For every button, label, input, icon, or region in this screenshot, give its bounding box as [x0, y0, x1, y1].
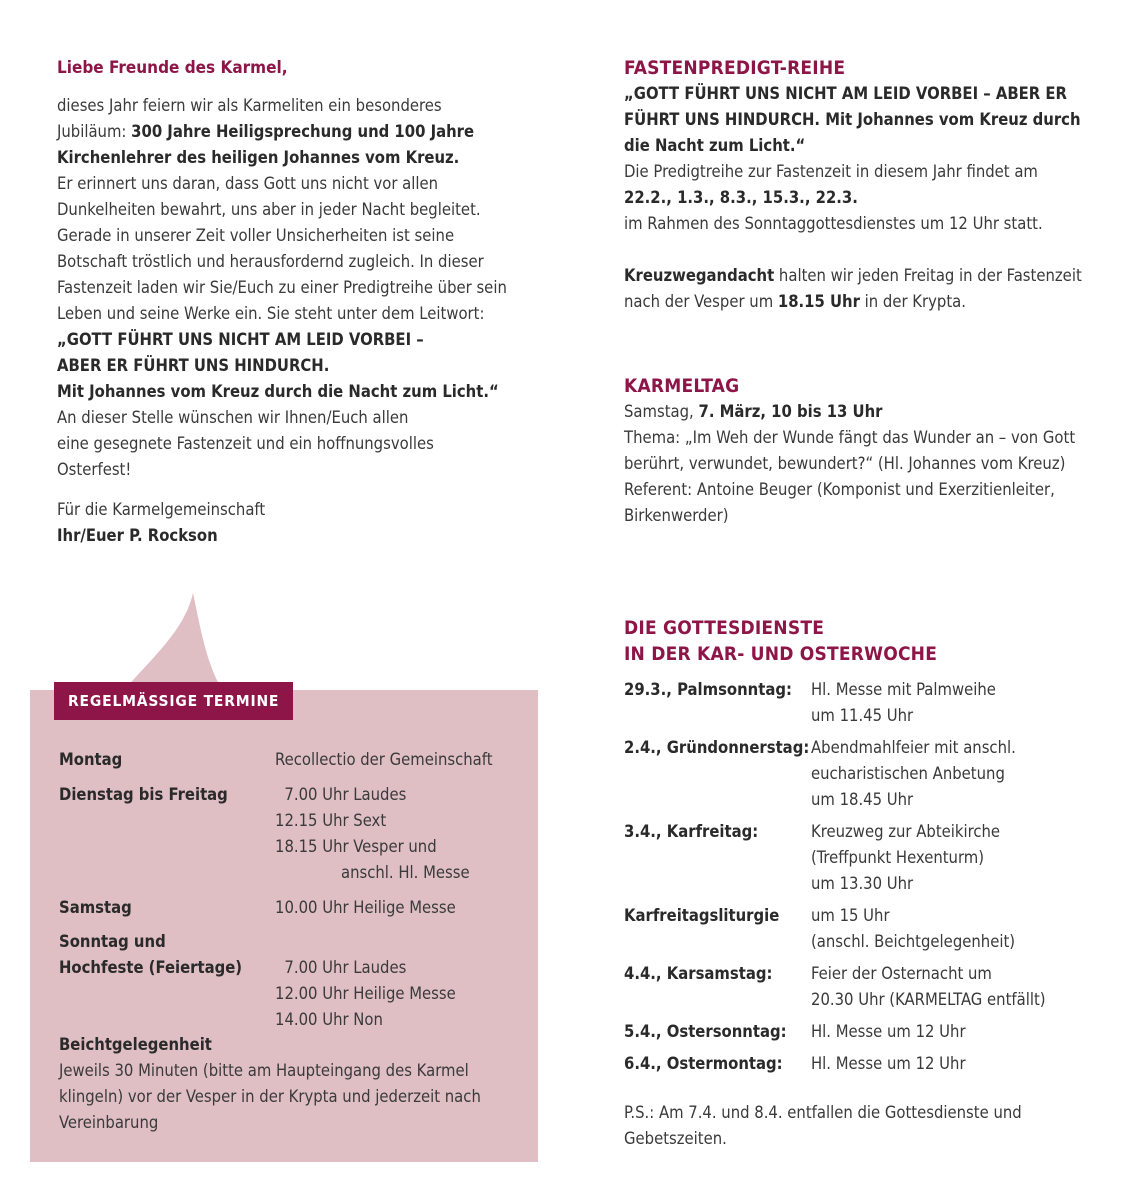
service-desc-line: um 11.45 Uhr	[811, 706, 914, 725]
schedule-time: 7.00 Uhr Laudes	[275, 785, 407, 804]
service-desc	[811, 903, 1084, 955]
letter-closing-1: An dieser Stelle wünschen wir Ihnen/Euch allen	[57, 408, 409, 427]
service-desc-line: um 18.45 Uhr	[811, 790, 914, 809]
service-desc-line: (Treffpunkt Hexenturm)	[811, 848, 985, 867]
lenten-sermon-context: im Rahmen des Sonntaggottesdienstes um 12 Uhr statt.	[624, 214, 1043, 233]
schedule-time: anschl. Hl. Messe	[275, 863, 470, 882]
schedule-time: 10.00 Uhr Heilige Messe	[275, 898, 456, 917]
schedule-day: Samstag	[59, 898, 132, 917]
letter-body: Er erinnert uns daran, dass Gott uns nicht vor allen Dunkelheiten bewahrt, uns aber in jeder Nacht begleitet. Gerade in unserer Zeit voller Unsicherheiten ist seine Botschaft tröstlich und herausfordernd zugleich. In dieser Fastenzeit laden wir Sie/Euch zu einer Predigtreihe über sein Leben und seine Werke ein. Sie steht unter dem Leitwort:	[57, 174, 507, 323]
service-row	[624, 819, 1084, 897]
confession-title: Beichtgelegenheit	[59, 1035, 212, 1054]
service-desc-line: Hl. Messe um 12 Uhr	[811, 1022, 966, 1041]
service-desc-line: eucharistischen Anbetung	[811, 764, 1005, 783]
stations-text: halten wir jeden Freitag in der Fastenzeit nach der Vesper um	[624, 266, 1082, 311]
confession-info	[59, 1032, 519, 1136]
regular-dates-label: REGELMÄSSIGE TERMINE	[54, 682, 293, 720]
service-day: 5.4., Ostersonntag:	[624, 1022, 787, 1041]
letter-jubilee: 300 Jahre Heiligsprechung und 100 Jahre Kirchenlehrer des heiligen Johannes vom Kreuz.	[57, 122, 475, 167]
lenten-sermon-motto: „GOTT FÜHRT UNS NICHT AM LEID VORBEI – ABER ER FÜHRT UNS HINDURCH. Mit Johannes vom Kreuz durch die Nacht zum Licht.“	[624, 84, 1081, 155]
letter-intro: dieses Jahr feiern wir als Karmeliten ein besonderes Jubiläum:	[57, 96, 442, 141]
letter-closing-2: eine gesegnete Fastenzeit und ein hoffnungsvolles Osterfest!	[57, 434, 434, 479]
services-heading-2: IN DER KAR- UND OSTERWOCHE	[624, 643, 938, 665]
schedule-times	[275, 895, 535, 921]
schedule-day: Montag	[59, 750, 123, 769]
lenten-sermon-section	[624, 55, 1084, 315]
service-desc-line: (anschl. Beichtgelegenheit)	[811, 932, 1016, 951]
karmeltag-heading: KARMELTAG	[624, 375, 740, 397]
service-row	[624, 903, 1084, 955]
lenten-sermon-dates: 22.2., 1.3., 8.3., 15.3., 22.3.	[624, 188, 858, 207]
karmeltag-theme: Thema: „Im Weh der Wunde fängt das Wunder an – von Gott berührt, verwundet, bewundert?“ (Hl. Johannes vom Kreuz)	[624, 428, 1076, 473]
holy-week-schedule	[624, 677, 1084, 1077]
service-desc-line: Hl. Messe mit Palmweihe	[811, 680, 996, 699]
service-row	[624, 1051, 1084, 1077]
service-desc	[811, 961, 1084, 1013]
karmeltag-date	[624, 399, 1084, 425]
service-desc-line: um 13.30 Uhr	[811, 874, 914, 893]
service-row	[624, 735, 1084, 813]
schedule-time: Recollectio der Gemeinschaft	[275, 750, 493, 769]
service-desc	[811, 1019, 1084, 1045]
letter-motto-2: ABER ER FÜHRT UNS HINDURCH.	[57, 356, 330, 375]
service-desc	[811, 1051, 1084, 1077]
letter-motto-1: „GOTT FÜHRT UNS NICHT AM LEID VORBEI –	[57, 330, 424, 349]
stations-place: in der Krypta.	[859, 292, 966, 311]
schedule-times	[275, 782, 535, 886]
schedule-day: Hochfeste (Feiertage)	[59, 958, 243, 977]
service-desc-line: 20.30 Uhr (KARMELTAG entfällt)	[811, 990, 1046, 1009]
service-desc-line: Abendmahlfeier mit anschl.	[811, 738, 1016, 757]
karmeltag-speaker: Referent: Antoine Beuger (Komponist und Exerzitienleiter, Birkenwerder)	[624, 480, 1055, 525]
letter-greeting: Liebe Freunde des Karmel,	[57, 58, 288, 78]
stations-of-cross	[624, 263, 1084, 315]
karmeltag-date-prefix: Samstag,	[624, 402, 699, 421]
services-heading-block	[624, 615, 1084, 667]
service-row	[624, 1019, 1084, 1045]
schedule-time: 12.15 Uhr Sext	[275, 811, 387, 830]
service-desc-line: um 15 Uhr	[811, 906, 890, 925]
lenten-sermon-heading: FASTENPREDIGT-REIHE	[624, 57, 846, 79]
confession-text: Jeweils 30 Minuten (bitte am Haupteingang des Karmel klingeln) vor der Vesper in der Krypta und jederzeit nach Vereinbarung	[59, 1061, 481, 1132]
service-day: 4.4., Karsamstag:	[624, 964, 773, 983]
service-desc	[811, 819, 1084, 897]
schedule-times	[275, 747, 535, 773]
schedule-time: 18.15 Uhr Vesper und	[275, 837, 437, 856]
services-heading-1: DIE GOTTESDIENSTE	[624, 617, 825, 639]
schedule-time: 7.00 Uhr Laudes	[275, 958, 407, 977]
karmeltag-date-time: 7. März, 10 bis 13 Uhr	[698, 402, 883, 421]
service-desc-line: Kreuzweg zur Abteikirche	[811, 822, 1001, 841]
signature-line: Für die Karmelgemeinschaft	[57, 500, 266, 519]
letter-motto-3: Mit Johannes vom Kreuz durch die Nacht zum Licht.“	[57, 382, 499, 401]
stations-title: Kreuzwegandacht	[624, 266, 775, 285]
signature-name: Ihr/Euer P. Rockson	[57, 526, 218, 545]
stations-time: 18.15 Uhr	[777, 292, 860, 311]
schedule-time: 12.00 Uhr Heilige Messe	[275, 984, 456, 1003]
schedule-times	[275, 955, 535, 1033]
schedule-day: Sonntag und	[59, 932, 166, 951]
schedule-time: 14.00 Uhr Non	[275, 1010, 383, 1029]
karmeltag-section	[624, 373, 1084, 529]
service-row	[624, 961, 1084, 1013]
service-day: 3.4., Karfreitag:	[624, 822, 759, 841]
service-desc	[811, 735, 1084, 813]
service-desc-line: Feier der Osternacht um	[811, 964, 992, 983]
service-desc	[811, 677, 1084, 729]
service-day: 6.4., Ostermontag:	[624, 1054, 783, 1073]
service-day: Karfreitagsliturgie	[624, 906, 780, 925]
schedule-day: Dienstag bis Freitag	[59, 785, 228, 804]
service-row	[624, 677, 1084, 729]
service-day: 29.3., Palmsonntag:	[624, 680, 792, 699]
postscript: P.S.: Am 7.4. und 8.4. entfallen die Gottesdienste und Gebetszeiten.	[624, 1103, 1022, 1148]
service-desc-line: Hl. Messe um 12 Uhr	[811, 1054, 966, 1073]
lenten-sermon-intro: Die Predigtreihe zur Fastenzeit in diesem Jahr findet am	[624, 162, 1038, 181]
service-day: 2.4., Gründonnerstag:	[624, 738, 810, 757]
